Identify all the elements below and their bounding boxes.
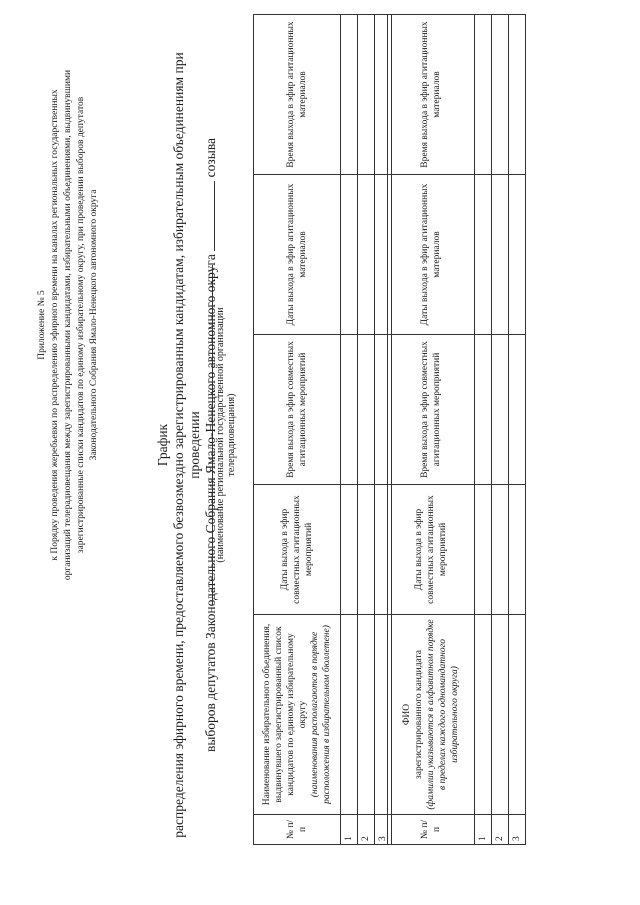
row-number: 1 [341,815,358,845]
table-row [475,15,492,845]
table-cell[interactable] [475,335,492,485]
header-joint-dates: Даты выхода в эфир совместных агитационных мероприятий [254,485,341,615]
document-title [155,25,219,865]
table-cell[interactable] [341,15,358,175]
table-cell[interactable] [341,485,358,615]
title-line-1: распределения эфирного времени, предоставляемого безвозмездно зарегистрированным кандидатам, избирательным объединениям при проведении [171,52,202,838]
table-cell[interactable] [509,335,526,485]
header-joint-dates: Даты выхода в эфир совместных агитационных мероприятий [388,485,475,615]
table-row [492,15,509,845]
title-word: График [155,423,170,467]
table-cell[interactable] [358,175,375,335]
table-row [341,15,358,845]
table-cell[interactable] [492,15,509,175]
row-number: 2 [358,815,375,845]
candidate-schedule-table [387,14,526,845]
header-joint-time: Время выхода в эфир совместных агитационных мероприятий [388,335,475,485]
header-material-dates: Даты выхода в эфир агитационных материалов [254,175,341,335]
header-material-time: Время выхода в эфир агитационных материалов [388,15,475,175]
table-cell[interactable] [509,175,526,335]
org-caption: (наименование региональной государственной организации телерадиовещания) [212,265,237,605]
appendix-heading: Приложение № 5 [37,290,47,360]
table-row [358,15,375,845]
table-cell[interactable] [509,485,526,615]
table-cell[interactable] [509,15,526,175]
title-line-2: выборов депутатов Законодательного Собрания Ямало-Ненецкого автономного округа [203,254,218,753]
header-fio: ФИО [402,703,412,726]
table-cell[interactable] [341,335,358,485]
header-num: № п/п [254,815,341,845]
table-cell[interactable] [492,485,509,615]
table-cell[interactable] [358,485,375,615]
header-party-name-note: (наименования располагаются в порядке расположения в избирательном бюллетене) [310,625,332,804]
row-number: 1 [475,815,492,845]
row-number: 3 [375,815,392,845]
header-party-name [254,615,341,815]
party-schedule-table [253,14,392,845]
table-cell[interactable] [358,615,375,815]
table-cell[interactable] [492,615,509,815]
header-fio-sub: зарегистрированного кандидата [414,650,424,779]
row-number: 2 [492,815,509,845]
table-cell[interactable] [475,175,492,335]
table-cell[interactable] [492,335,509,485]
table-cell[interactable] [475,615,492,815]
header-party-name-text: Наименование избирательного объединения, выдвинувшего зарегистрированный список кандидатов по единому избирательному округу [262,623,308,806]
table-cell[interactable] [475,15,492,175]
appendix-block [36,65,101,585]
table-cell[interactable] [475,485,492,615]
header-material-time: Время выхода в эфир агитационных материалов [254,15,341,175]
title-convocation: созыва [203,137,218,178]
appendix-text: к Порядку проведения жеребьевки по распределению эфирного времени на каналах региональных государственных организаций телерадиовещания между зарегистрированными кандидатами, избирательными объединениями, выдвинувшими зарегистрированные списки кандидатов по единому избирательному округу, при проведении выборов депутатов Законодательного Собрания Ямало-Ненецкого автономного округа [50,69,99,581]
table-cell[interactable] [341,615,358,815]
table-cell[interactable] [341,175,358,335]
table-cell[interactable] [358,335,375,485]
header-joint-time: Время выхода в эфир совместных агитационных мероприятий [254,335,341,485]
table-header-row [388,15,475,845]
header-material-dates: Даты выхода в эфир агитационных материалов [388,175,475,335]
header-fio-note: (фамилии указываются в алфавитном порядке в пределах каждого одномандатного избирательного округа) [426,619,460,810]
table-cell[interactable] [509,615,526,815]
table-row [509,15,526,845]
table-header-row [254,15,341,845]
table-cell[interactable] [492,175,509,335]
table-cell[interactable] [358,15,375,175]
header-num: № п/п [388,815,475,845]
header-candidate-name [388,615,475,815]
convocation-blank [203,181,215,251]
row-number: 3 [509,815,526,845]
